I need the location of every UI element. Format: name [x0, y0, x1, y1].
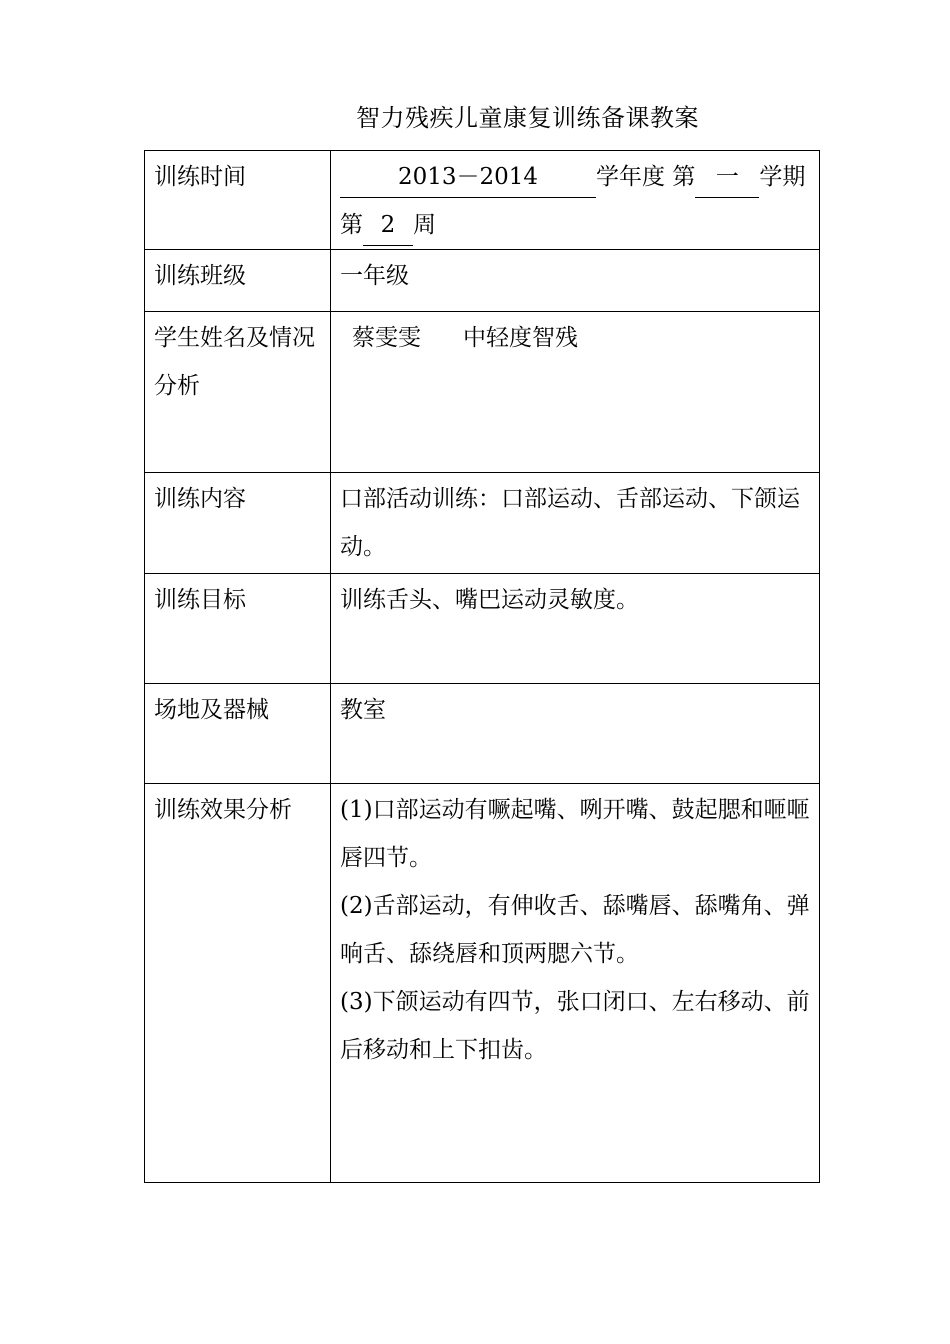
value-effect — [331, 784, 820, 1183]
label-venue: 场地及器械 — [145, 684, 331, 784]
row-student — [145, 312, 820, 473]
week-prefix: 第 — [340, 212, 363, 238]
value-training-content: 口部活动训练：口部运动、舌部运动、下颌运动。 — [331, 473, 820, 574]
label-training-goal: 训练目标 — [145, 574, 331, 684]
row-effect — [145, 784, 820, 1183]
value-training-goal: 训练舌头、嘴巴运动灵敏度。 — [331, 574, 820, 684]
page-title: 智力残疾儿童康复训练备课教案 — [356, 104, 699, 132]
label-training-content: 训练内容 — [145, 473, 331, 574]
value-venue: 教室 — [331, 684, 820, 784]
row-training-goal — [145, 574, 820, 684]
label-training-class: 训练班级 — [145, 250, 331, 312]
label-training-time: 训练时间 — [145, 151, 331, 250]
term-field: 一 — [695, 157, 759, 198]
student-name: 蔡雯雯 — [352, 325, 421, 351]
effect-item: (2)舌部运动，有伸收舌、舔嘴唇、舔嘴角、弹响舌、舔绕唇和顶两腮六节。 — [340, 893, 810, 967]
value-training-time — [331, 151, 820, 250]
effect-item: (1)口部运动有噘起嘴、咧开嘴、鼓起腮和咂咂唇四节。 — [340, 797, 810, 871]
school-year-field: 2013－2014 — [340, 157, 596, 198]
week-field: 2 — [363, 205, 413, 246]
value-student — [331, 312, 820, 473]
school-year-suffix: 学年度 — [596, 164, 665, 190]
term-prefix: 第 — [672, 164, 696, 190]
row-training-time — [145, 151, 820, 250]
term-suffix: 学期 — [759, 164, 806, 190]
row-training-class — [145, 250, 820, 312]
row-training-content — [145, 473, 820, 574]
label-student: 学生姓名及情况分析 — [145, 312, 331, 473]
week-suffix: 周 — [413, 212, 436, 238]
value-training-class: 一年级 — [331, 250, 820, 312]
lesson-plan-table — [144, 150, 820, 1183]
label-effect: 训练效果分析 — [145, 784, 331, 1183]
student-condition: 中轻度智残 — [463, 325, 578, 351]
effect-item: (3)下颌运动有四节，张口闭口、左右移动、前后移动和上下扣齿。 — [340, 989, 810, 1063]
row-venue — [145, 684, 820, 784]
